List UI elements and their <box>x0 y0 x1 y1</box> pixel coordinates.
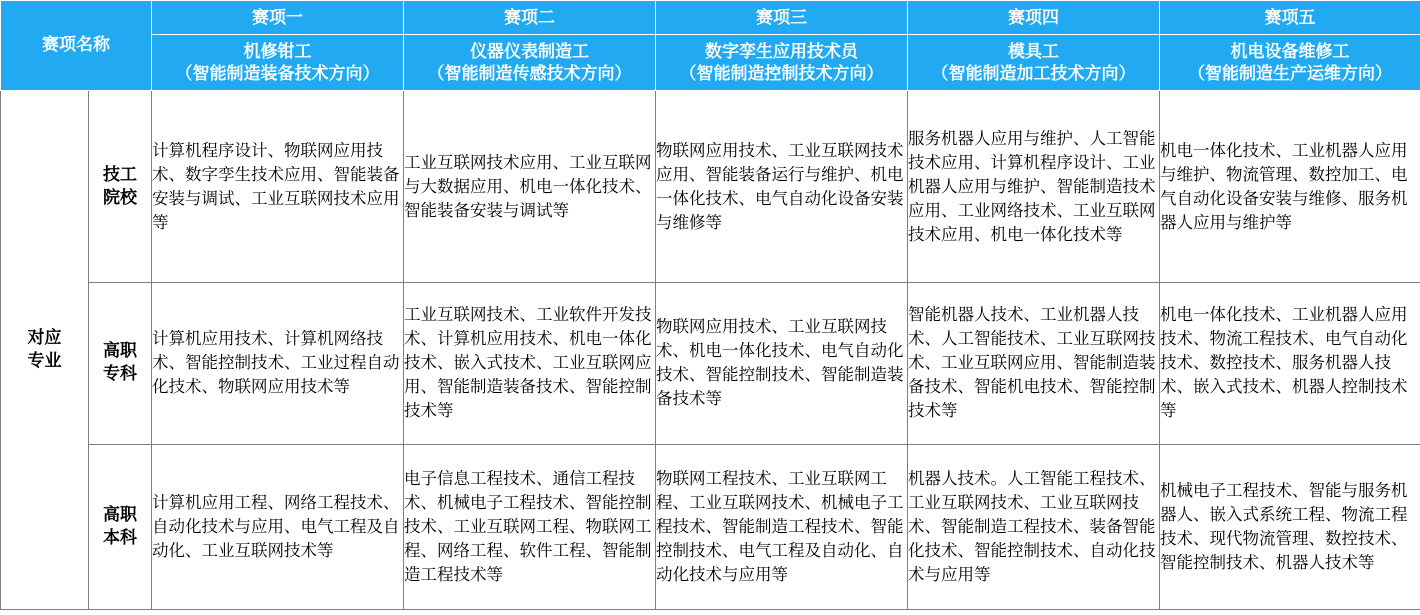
table-cell: 工业互联网技术、工业软件开发技术、计算机应用技术、机电一体化技术、嵌入式技术、工业互联网应用、智能制造装备技术、智能控制技术等 <box>404 283 656 444</box>
event-5-direction: （智能制造生产运维方向） <box>1188 63 1392 84</box>
level-label-vocational-bachelor <box>89 444 152 609</box>
event-1-header <box>152 35 404 90</box>
group-label-line2: 专业 <box>27 350 62 371</box>
table-cell: 计算机程序设计、物联网应用技术、数字孪生技术应用、智能装备安装与调试、工业互联网技术应用等 <box>152 90 404 283</box>
table-cell: 机电一体化技术、工业机器人应用技术、物流工程技术、电气自动化技术、数控技术、服务机器人技术、嵌入式技术、机器人控制技术等 <box>1160 283 1420 444</box>
event-5-label: 赛项五 <box>1160 1 1420 35</box>
event-2-name: 仪器仪表制造工 <box>470 41 589 62</box>
event-2-header <box>404 35 656 90</box>
level-label-line2: 院校 <box>103 187 137 208</box>
table-cell: 机器人技术。人工智能工程技术、工业互联网技术、工业互联网技术、智能制造工程技术、装备智能化技术、智能控制技术、自动化技术与应用等 <box>908 444 1160 609</box>
table-cell: 工业互联网技术应用、工业互联网与大数据应用、机电一体化技术、智能装备安装与调试等 <box>404 90 656 283</box>
table-row-technical-school <box>1 90 1420 283</box>
table-cell: 机电一体化技术、工业机器人应用与维护、物流管理、数控加工、电气自动化设备安装与维修、服务机器人应用与维护等 <box>1160 90 1420 283</box>
table-cell: 物联网应用技术、工业互联网技术应用、智能装备运行与维护、机电一体化技术、电气自动化设备安装与维修等 <box>656 90 908 283</box>
level-label-vocational-college <box>89 283 152 444</box>
level-label-technical-school <box>89 90 152 283</box>
table-cell: 计算机应用工程、网络工程技术、自动化技术与应用、电气工程及自动化、工业互联网技术等 <box>152 444 404 609</box>
event-1-direction: （智能制造装备技术方向） <box>175 63 380 84</box>
table-cell: 电子信息工程技术、通信工程技术、机械电子工程技术、智能控制技术、工业互联网工程、物联网工程、网络工程、软件工程、智能制造工程技术等 <box>404 444 656 609</box>
level-label-line1: 技工 <box>103 164 137 185</box>
level-label-line2: 专科 <box>103 364 137 385</box>
header-row-names <box>1 35 1420 90</box>
event-5-header <box>1160 35 1420 90</box>
event-5-name: 机电设备维修工 <box>1230 41 1350 62</box>
table-cell: 服务机器人应用与维护、人工智能技术应用、计算机程序设计、工业机器人应用与维护、智能制造技术应用、工业网络技术、工业互联网技术应用、机电一体化技术等 <box>908 90 1160 283</box>
event-3-header <box>656 35 908 90</box>
header-row-labels <box>1 1 1420 35</box>
table-cell: 计算机应用技术、计算机网络技术、智能控制技术、工业过程自动化技术、物联网应用技术等 <box>152 283 404 444</box>
event-3-label: 赛项三 <box>656 1 908 35</box>
table-row-vocational-college <box>1 283 1420 444</box>
table-cell: 物联网应用技术、工业互联网技术、机电一体化技术、电气自动化技术、智能控制技术、智能制造装备技术等 <box>656 283 908 444</box>
event-3-direction: （智能制造控制技术方向） <box>679 63 884 84</box>
group-label <box>1 90 89 609</box>
table-cell: 物联网工程技术、工业互联网工程、工业互联网技术、机械电子工程技术、智能制造工程技术、智能控制技术、电气工程及自动化、自动化技术与应用等 <box>656 444 908 609</box>
event-3-name: 数字孪生应用技术员 <box>705 41 858 62</box>
level-label-line2: 本科 <box>103 527 137 548</box>
header-corner <box>1 1 152 91</box>
table-row-vocational-bachelor <box>1 444 1420 609</box>
header-corner-label: 赛项名称 <box>42 35 110 56</box>
event-4-header <box>908 35 1160 90</box>
group-label-line1: 对应 <box>27 327 62 348</box>
level-label-line1: 高职 <box>103 504 137 525</box>
event-4-label: 赛项四 <box>908 1 1160 35</box>
event-1-label: 赛项一 <box>152 1 404 35</box>
event-4-direction: （智能制造加工技术方向） <box>931 63 1136 84</box>
event-2-direction: （智能制造传感技术方向） <box>427 63 632 84</box>
level-label-line1: 高职 <box>103 341 137 362</box>
event-4-name: 模具工 <box>1008 41 1059 62</box>
event-2-label: 赛项二 <box>404 1 656 35</box>
event-1-name: 机修钳工 <box>243 41 312 62</box>
table-cell: 智能机器人技术、工业机器人技术、人工智能技术、工业互联网技术、工业互联网应用、智能制造装备技术、智能机电技术、智能控制技术等 <box>908 283 1160 444</box>
table-cell: 机械电子工程技术、智能与服务机器人、嵌入式系统工程、物流工程技术、现代物流管理、数控技术、智能控制技术、机器人技术等 <box>1160 444 1420 609</box>
